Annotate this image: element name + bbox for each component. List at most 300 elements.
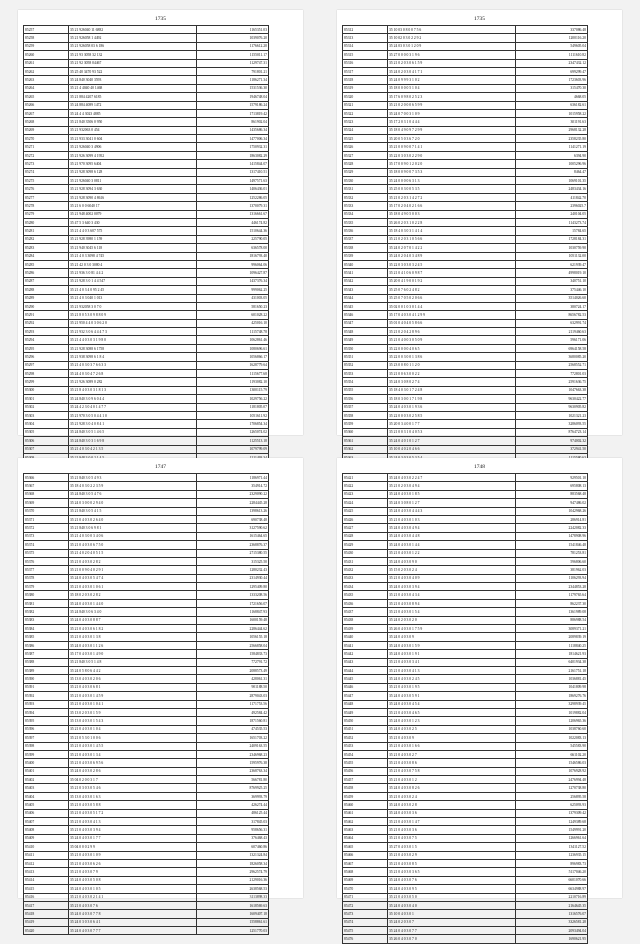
record-id-cell: 85306 [24, 437, 69, 445]
code-cell: 35 27 0 0 0 0 3 1 9 6 [388, 51, 516, 59]
table-row [343, 776, 588, 784]
table-row [343, 541, 588, 549]
record-id-cell: 85295 [24, 344, 69, 352]
code-cell: 35 24 0 4 0 3 0 1 9 3 6 [388, 403, 516, 411]
record-id-cell: 85339 [343, 252, 388, 260]
amount-cell: 1600159.48 [197, 616, 269, 624]
table-row [343, 294, 588, 302]
table-row [343, 126, 588, 134]
record-id-cell: 85286 [24, 269, 69, 277]
table-row [343, 566, 588, 574]
code-cell: 35 24 0 4 0 3 0 3 9 4 [388, 583, 516, 591]
code-cell: 35 21 0 4 0 3 0 6 2 6 [69, 859, 197, 867]
table-row [24, 692, 269, 700]
record-id-cell: 85462 [343, 818, 388, 826]
amount-cell: 1531536.30 [197, 84, 269, 92]
record-id-cell: 85275 [24, 177, 69, 185]
code-cell: 35 21 0 4 0 3 0 4 3 4 [388, 591, 516, 599]
code-cell: 35 21 93 3058 32 132 [69, 51, 197, 59]
table-row [24, 499, 269, 507]
table-row [24, 59, 269, 67]
code-cell: 35 01 0 4 0 4 0 5 8 6 6 [388, 319, 516, 327]
record-id-cell: 85322 [343, 109, 388, 117]
amount-cell: 1270738.80 [516, 784, 588, 792]
record-id-cell: 85396 [24, 725, 69, 733]
code-cell: 35 24 0 4 0 3 0 8 8 7 [69, 616, 197, 624]
record-id-cell: 85313 [343, 34, 388, 42]
record-id-cell: 85340 [343, 260, 388, 268]
table-row [24, 742, 269, 750]
amount-cell: 1415844.07 [197, 160, 269, 168]
code-cell: 35 24 0 4 0 3 0 4 9 4 [388, 524, 516, 532]
table-row [24, 650, 269, 658]
table-row [24, 683, 269, 691]
table-row [24, 809, 269, 817]
record-id-cell: 85341 [343, 269, 388, 277]
amount-cell: 6394.90 [516, 151, 588, 159]
table-row [343, 935, 588, 943]
table-row [24, 482, 269, 490]
code-cell: 35 21 0 4 0 3 0 3 6 [388, 826, 516, 834]
table-row [24, 437, 269, 445]
record-id-cell: 85292 [24, 319, 69, 327]
table-row [24, 42, 269, 50]
amount-cell: 1106293.94 [516, 574, 588, 582]
code-cell: 35 21 0 4 0 3 0 8 5 [388, 859, 516, 867]
code-cell: 35 21 0 3 0 3 0 5 4 6 [69, 784, 197, 792]
amount-cell: 1437376.34 [197, 277, 269, 285]
table-row [343, 143, 588, 151]
code-cell: 35 21 0 4 0 3 0 1 0 4 1 [69, 700, 197, 708]
code-cell: 35 21 0 2 0 3 0 4 9 4 [388, 482, 516, 490]
page-title: 1748 [474, 464, 485, 470]
table-row [24, 566, 269, 574]
amount-cell: 2329090.22 [197, 490, 269, 498]
table-row [343, 901, 588, 909]
amount-cell: 1038760.60 [516, 725, 588, 733]
amount-cell: 474535.53 [197, 725, 269, 733]
table-row [24, 675, 269, 683]
amount-cell: 999062.25 [197, 286, 269, 294]
table-row [24, 608, 269, 616]
record-id-cell: 85456 [343, 767, 388, 775]
amount-cell: 1871560.81 [197, 717, 269, 725]
code-cell: 35 24 884 4089 1472 [69, 101, 197, 109]
record-id-cell: 85425 [343, 507, 388, 515]
record-id-cell: 85412 [24, 859, 69, 867]
table-row [343, 792, 588, 800]
table-row [343, 499, 588, 507]
table-row [343, 51, 588, 59]
amount-cell: 1115677.68 [197, 370, 269, 378]
record-id-cell: 85297 [24, 361, 69, 369]
table-row [24, 843, 269, 851]
code-cell: 35 24 0 2 0 3 0 4 1 7 1 [388, 67, 516, 75]
code-cell: 35 47 5 3 640 3 430 [69, 218, 197, 226]
table-row [343, 650, 588, 658]
page-title: 1735 [155, 16, 166, 22]
code-cell: 35 21 0 4 0 3 0 1 2 [388, 776, 516, 784]
code-cell: 35 24 840 3 0 9 6 0 4 4 [69, 395, 197, 403]
record-id-cell: 85373 [24, 532, 69, 540]
table-row [24, 328, 269, 336]
record-id-cell: 85273 [24, 160, 69, 168]
amount-cell: 1076928.92 [516, 767, 588, 775]
record-id-cell: 85415 [24, 885, 69, 893]
amount-cell: 1056866.17 [197, 353, 269, 361]
amount-cell: 2161751.18 [516, 666, 588, 674]
amount-cell: 974002.32 [516, 437, 588, 445]
amount-cell: 1193082.10 [197, 378, 269, 386]
table-row [343, 675, 588, 683]
code-cell: 35 18 0 4 9 0 5 0 0 3 [388, 210, 516, 218]
amount-cell: 4998019.10 [516, 269, 588, 277]
table-row [24, 901, 269, 909]
table-row [343, 658, 588, 666]
record-id-cell: 85343 [343, 286, 388, 294]
code-cell: 35 21 0 2 0 4 2 8 9 6 [388, 328, 516, 336]
code-cell: 35 24 0 4 0 3 0 3 6 [388, 809, 516, 817]
code-cell: 35 21 0 4 0 3 0 2 7 [388, 750, 516, 758]
amount-cell: 1706854.34 [197, 420, 269, 428]
code-cell: 35 13 0 4 0 3 0 1 6 3 [69, 792, 197, 800]
code-cell: 35 22 0 3 0 3 0 2 2 9 0 [388, 151, 516, 159]
record-id-cell: 85437 [343, 608, 388, 616]
table-row [343, 76, 588, 84]
code-cell: 35 21 0 4 0 3 0 7 9 [69, 868, 197, 876]
record-id-cell: 85469 [343, 876, 388, 884]
amount-cell: 862237.30 [516, 599, 588, 607]
code-cell: 35 24 0 4 0 3 0 9 5 [388, 885, 516, 893]
code-cell: 35 24 840 3 0 5 4 7 6 [69, 490, 197, 498]
record-id-cell: 85406 [24, 809, 69, 817]
record-id-cell: 85445 [343, 675, 388, 683]
table-row [343, 549, 588, 557]
record-id-cell: 85383 [24, 616, 69, 624]
code-cell: 35 21 4 0 3 0 0 3 4 0 6 [69, 532, 197, 540]
code-cell: 35 25 0 0 3 0 0 5 3 5 [388, 185, 516, 193]
amount-cell: 1869276.76 [516, 692, 588, 700]
amount-cell: 1341127.52 [516, 843, 588, 851]
record-id-cell: 85361 [343, 437, 388, 445]
code-cell: 35 21 0 4 0 3 0 1 2 2 [388, 549, 516, 557]
code-cell: 35 21 0 4 0 3 0 1 0 6 1 [69, 583, 197, 591]
record-id-cell: 85259 [24, 42, 69, 50]
table-row [24, 353, 269, 361]
page-title: 1735 [474, 16, 485, 22]
record-id-cell: 85443 [343, 658, 388, 666]
record-id-cell: 85395 [24, 717, 69, 725]
record-id-cell: 85360 [343, 428, 388, 436]
record-id-cell: 85282 [24, 235, 69, 243]
amount-cell: 340751.10 [516, 277, 588, 285]
record-id-cell: 85350 [343, 344, 388, 352]
table-row [24, 177, 269, 185]
amount-cell: 1171753.56 [197, 700, 269, 708]
code-cell: 35 21 928 3098 6 128 [69, 168, 197, 176]
code-cell: 35 18 0 2 0 3 0 2 8 2 [69, 591, 197, 599]
table-row [343, 328, 588, 336]
code-cell: 35 24 840 3 0 3 1 6 9 8 [69, 437, 197, 445]
amount-cell: 661102.20 [516, 750, 588, 758]
record-id-cell: 85338 [343, 244, 388, 252]
code-cell: 35 22 0 0 0 0 4 0 6 5 [388, 344, 516, 352]
record-id-cell: 85372 [24, 524, 69, 532]
record-id-cell: 85458 [343, 784, 388, 792]
amount-cell: 1750932.31 [197, 143, 269, 151]
table-row [24, 428, 269, 436]
code-cell: 35 25 0 7 6 0 2 4 8 2 [388, 286, 516, 294]
table-row [343, 801, 588, 809]
code-cell: 35 24 0 4 0 3 0 2 8 [388, 801, 516, 809]
record-id-cell: 85408 [24, 826, 69, 834]
record-id-cell: 85371 [24, 515, 69, 523]
table-row [343, 353, 588, 361]
table-row [24, 67, 269, 75]
document-page-2 [337, 10, 622, 452]
record-id-cell: 85382 [24, 608, 69, 616]
code-cell: 35 21 6 0 0 6040 17 [69, 202, 197, 210]
table-row [343, 311, 588, 319]
record-id-cell: 85290 [24, 302, 69, 310]
amount-cell: 1321324.84 [197, 851, 269, 859]
amount-cell: 1056155.18 [197, 633, 269, 641]
record-id-cell: 85276 [24, 185, 69, 193]
code-cell: 35 21 926058 03 6 186 [69, 42, 197, 50]
amount-cell: 1370079.31 [197, 202, 269, 210]
code-cell: 35 24 0 4 0 3 0 1 7 7 [69, 834, 197, 842]
record-id-cell: 85304 [24, 420, 69, 428]
code-cell: 35 21 926040 11 6882 [69, 26, 197, 34]
amount-cell: 1080696.61 [197, 344, 269, 352]
code-cell: 35 21 926040 3 4906 [69, 143, 197, 151]
code-cell: 35 21 928 3088 6 1758 [69, 344, 197, 352]
record-id-cell: 85417 [24, 901, 69, 909]
table-row [343, 927, 588, 935]
amount-cell: 1435686.34 [197, 126, 269, 134]
amount-cell: 1051132.00 [516, 252, 588, 260]
record-id-cell: 85431 [343, 557, 388, 565]
amount-cell: 1316661.67 [197, 210, 269, 218]
record-id-cell: 85270 [24, 135, 69, 143]
amount-cell: 3127590.62 [197, 524, 269, 532]
record-id-cell: 85434 [343, 583, 388, 591]
record-id-cell: 85453 [343, 742, 388, 750]
code-cell: 35 21 4 0 3 3098 4 745 [69, 252, 197, 260]
record-id-cell: 85274 [24, 168, 69, 176]
code-cell: 35 02 0 0 1 0 3 0 1 4 4 [388, 302, 516, 310]
table-row [24, 411, 269, 419]
code-cell: 35 21 0 2 0 3 0 6 1 5 9 [388, 59, 516, 67]
amount-cell: 632991.74 [516, 319, 588, 327]
code-cell: 35 24 0 0 0 0 6 3 1 3 [388, 177, 516, 185]
amount-cell: 1019882.04 [516, 708, 588, 716]
amount-cell: 1252286.05 [197, 193, 269, 201]
table-row [24, 386, 269, 394]
record-id-cell: 85404 [24, 792, 69, 800]
code-cell: 35 24 0 4 0 3 0 5 0 8 [69, 876, 197, 884]
code-cell: 35 21 0 0 9 0 4 0 2 9 1 [69, 566, 197, 574]
code-cell: 35 21 0 4 0 3 0 5 1 7 2 [69, 809, 197, 817]
amount-cell: 2210716.89 [516, 893, 588, 901]
table-row [343, 428, 588, 436]
table-row [343, 910, 588, 918]
record-id-cell: 85423 [343, 490, 388, 498]
table-row [24, 76, 269, 84]
code-cell: 35 24 4 4 3023 4885 [69, 109, 197, 117]
record-id-cell: 85317 [343, 67, 388, 75]
code-cell: 35 21 4 4040 40 1468 [69, 84, 197, 92]
code-cell: 35 25 0 7 0 5 0 2 0 6 6 [388, 294, 516, 302]
amount-cell: 2347432.12 [516, 59, 588, 67]
table-row [24, 583, 269, 591]
amount-cell: 1816793.40 [197, 252, 269, 260]
code-cell: 35 24 0 9 9 9 3 1 0 2 [388, 76, 516, 84]
code-cell: 35 21 0 2 0 3 1 0 5 6 6 [388, 235, 516, 243]
record-id-cell: 85352 [343, 361, 388, 369]
code-cell: 35 21 0 4 0 3 0 3 9 4 [69, 826, 197, 834]
amount-cell: 1176612.20 [197, 42, 269, 50]
amount-cell: 1398613.26 [197, 507, 269, 515]
record-id-cell: 85269 [24, 126, 69, 134]
code-cell: 35 20 0 4 1 9 0 0 1 9 2 [388, 277, 516, 285]
record-id-cell: 85285 [24, 260, 69, 268]
record-id-cell: 85390 [24, 675, 69, 683]
record-id-cell: 85442 [343, 650, 388, 658]
table-row [343, 118, 588, 126]
code-cell: 35 21 0 4 0 3 0 1 9 5 [388, 683, 516, 691]
record-id-cell: 85451 [343, 725, 388, 733]
record-id-cell: 85446 [343, 683, 388, 691]
record-id-cell: 85441 [343, 641, 388, 649]
table-row [24, 277, 269, 285]
table-row [24, 515, 269, 523]
data-table [342, 473, 588, 944]
code-cell: 35 20 0 3 4 0 0 1 7 7 [388, 420, 516, 428]
table-row [24, 319, 269, 327]
record-id-cell: 85359 [343, 420, 388, 428]
amount-cell: 901188.50 [197, 683, 269, 691]
table-row [24, 336, 269, 344]
code-cell: 35 21 4 0 3 040 1 013 [69, 294, 197, 302]
amount-cell: 1280232.43 [197, 566, 269, 574]
table-row [24, 34, 269, 42]
code-cell: 35 21 928 3094 3 630 [69, 185, 197, 193]
table-row [24, 51, 269, 59]
table-row [24, 717, 269, 725]
table-row [343, 386, 588, 394]
record-id-cell: 85335 [343, 218, 388, 226]
table-row [343, 591, 588, 599]
code-cell: 35 24 0 4 0 3 0 2 8 6 [69, 767, 197, 775]
amount-cell: 411842.70 [516, 193, 588, 201]
record-id-cell: 85377 [24, 566, 69, 574]
table-row [24, 93, 269, 101]
code-cell: 35 10 0 4 0 2 0 4 6 6 [388, 445, 516, 453]
amount-cell: 1041809.98 [516, 683, 588, 691]
table-row [343, 361, 588, 369]
record-id-cell: 85438 [343, 616, 388, 624]
amount-cell: 3089371.21 [516, 625, 588, 633]
code-cell: 35 17 0 2 0 4 0 2 1 6 6 [388, 202, 516, 210]
amount-cell: 1051611.92 [197, 411, 269, 419]
amount-cell: 372941.50 [516, 445, 588, 453]
record-id-cell: 85257 [24, 26, 69, 34]
amount-cell: 3514026.60 [516, 294, 588, 302]
code-cell: 35 21 928 3 0 1 4 4 547 [69, 277, 197, 285]
record-id-cell: 85455 [343, 759, 388, 767]
code-cell: 35 24 0 4 0 3 0 1 2 3 [388, 717, 516, 725]
record-id-cell: 85261 [24, 59, 69, 67]
table-row [343, 490, 588, 498]
record-id-cell: 85460 [343, 801, 388, 809]
amount-cell: 1155011.17 [197, 51, 269, 59]
amount-cell: 1541846.48 [516, 541, 588, 549]
table-row [343, 759, 588, 767]
amount-cell: 621939.47 [516, 260, 588, 268]
amount-cell: 1497571.63 [197, 177, 269, 185]
data-table [342, 25, 588, 479]
amount-cell: 1181805.07 [197, 403, 269, 411]
table-row [343, 395, 588, 403]
amount-cell: 2242082.33 [516, 524, 588, 532]
code-cell: 35 24 0 3 0 3 0 6 4 1 [69, 918, 197, 926]
code-cell: 35 24 0 4 0 3 0 1 4 4 0 [69, 599, 197, 607]
table-row [24, 541, 269, 549]
amount-cell: 1186271.34 [197, 76, 269, 84]
record-id-cell: 85475 [343, 927, 388, 935]
code-cell: 35 18 0 4 9 0 9 7 2 9 9 [388, 126, 516, 134]
table-row [24, 599, 269, 607]
amount-cell: 1300115.79 [197, 386, 269, 394]
table-row [343, 42, 588, 50]
code-cell: 35 13 0 4 0 3 0 2 0 6 [69, 675, 197, 683]
record-id-cell: 85321 [343, 101, 388, 109]
table-row [24, 227, 269, 235]
amount-cell: 1062861.46 [197, 336, 269, 344]
code-cell: 35 04 0 2 0 0 3 1 7 [69, 776, 197, 784]
code-cell: 35 21 0 4 0 3 0 3 4 1 [388, 658, 516, 666]
data-table [23, 473, 269, 935]
table-row [24, 557, 269, 565]
record-id-cell: 85264 [24, 84, 69, 92]
table-row [343, 227, 588, 235]
table-row [24, 151, 269, 159]
code-cell: 35 21 0 4 0 3 0 8 6 [388, 759, 516, 767]
table-row [24, 868, 269, 876]
code-cell: 35 24 0 4 0 3 0 8 2 6 [388, 784, 516, 792]
record-id-cell: 85296 [24, 353, 69, 361]
record-id-cell: 85358 [343, 411, 388, 419]
table-row [343, 344, 588, 352]
table-row [24, 143, 269, 151]
record-id-cell: 85319 [343, 84, 388, 92]
record-id-cell: 85476 [343, 935, 388, 943]
amount-cell: 2088573.49 [197, 666, 269, 674]
amount-cell: 1125513.18 [197, 437, 269, 445]
table-row [24, 524, 269, 532]
code-cell: 35 21 0 2 0 3 1 4 2 7 2 [388, 193, 516, 201]
code-cell: 35 24 0 5 8 0 6 4 4 2 [69, 666, 197, 674]
record-id-cell: 85298 [24, 370, 69, 378]
table-row [343, 583, 588, 591]
amount-cell: 1165351.03 [197, 26, 269, 34]
table-row [343, 336, 588, 344]
record-id-cell: 85356 [343, 395, 388, 403]
amount-cell: 2346968.23 [197, 750, 269, 758]
amount-cell: 1179765.64 [516, 591, 588, 599]
amount-cell: 354914.72 [197, 482, 269, 490]
